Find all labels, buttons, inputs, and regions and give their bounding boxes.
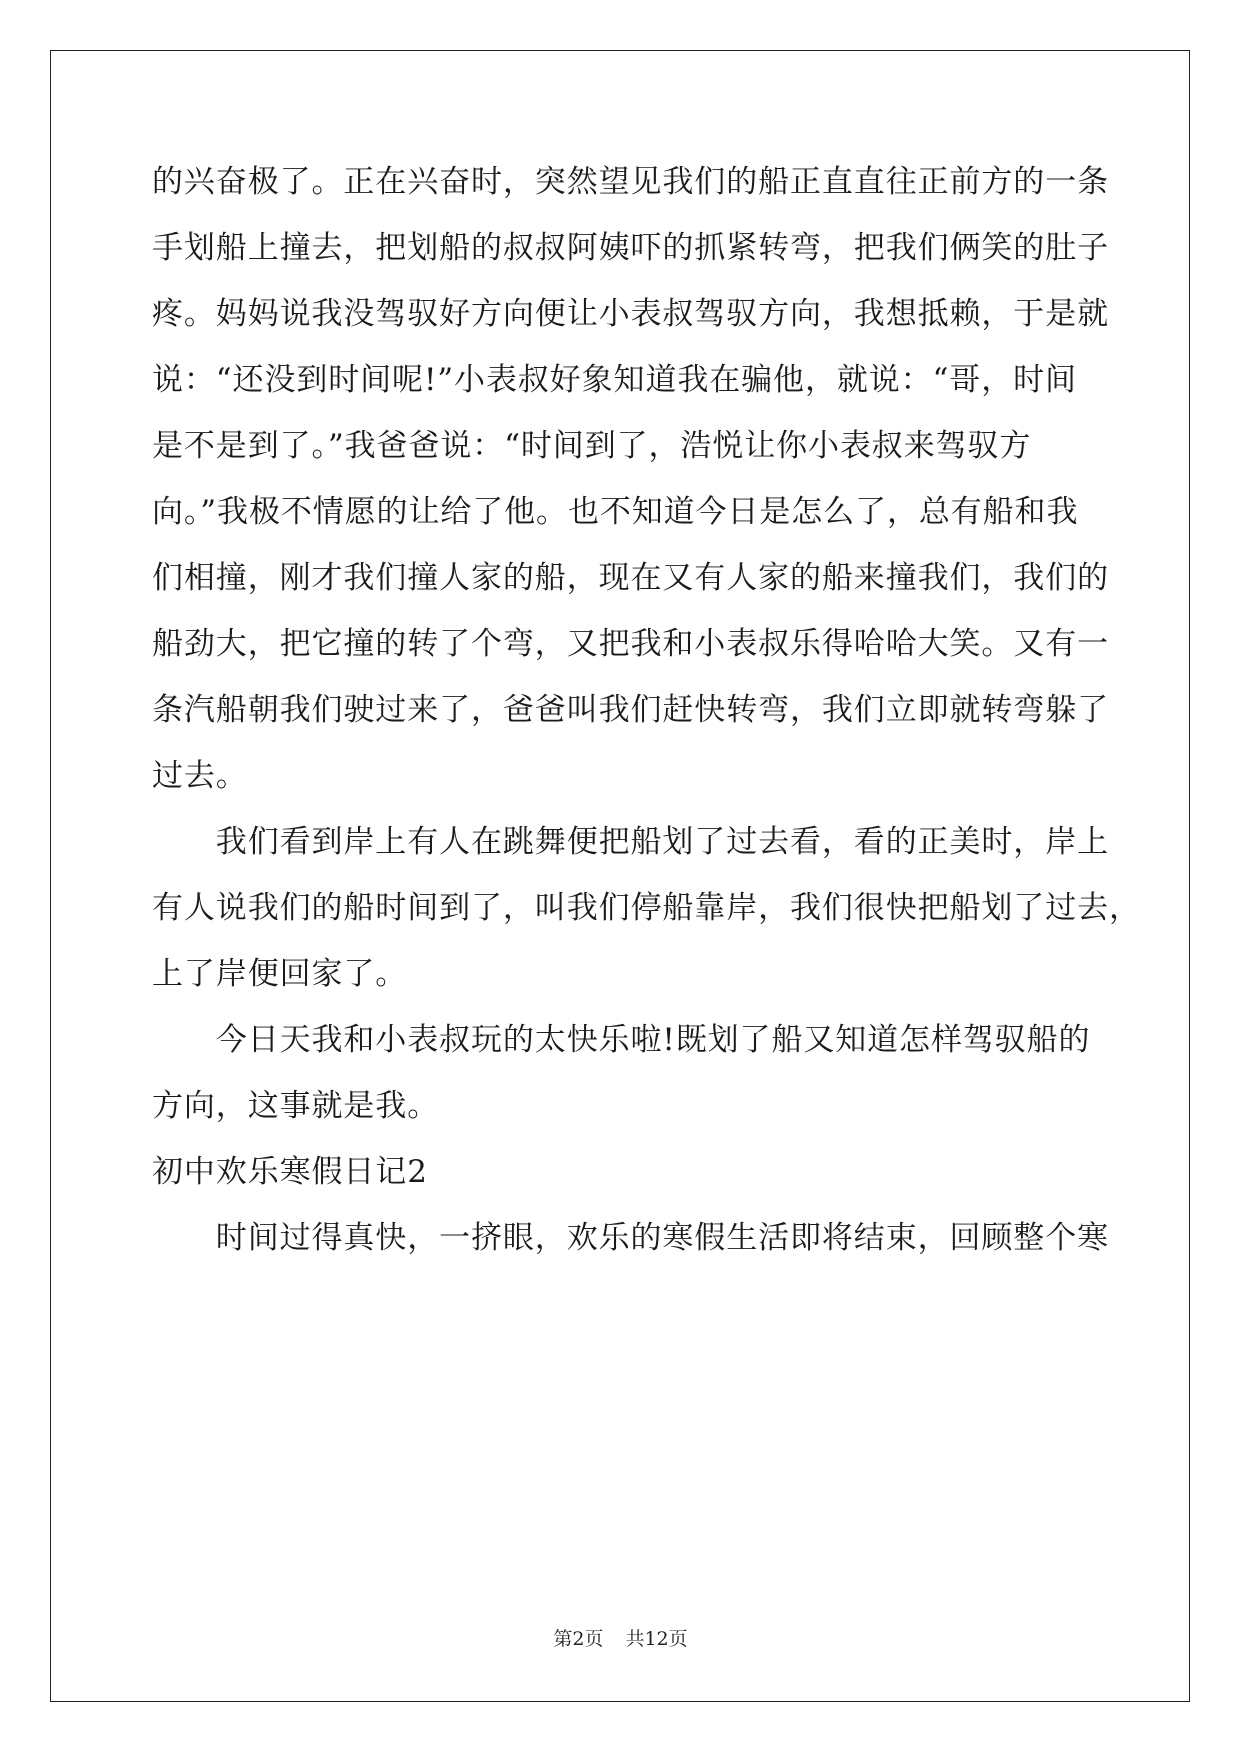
paragraph-first-line: 时间过得真快，一挤眼，欢乐的寒假生活即将结束，回顾整个寒 — [152, 1220, 1109, 1256]
text-line: 手划船上撞去，把划船的叔叔阿姨吓的抓紧转弯，把我们俩笑的肚子 — [152, 230, 1109, 266]
page-total: 共12页 — [625, 1628, 688, 1650]
text-line: 的兴奋极了。正在兴奋时，突然望见我们的船正直直往正前方的一条 — [152, 164, 1109, 200]
paragraph-first-line: 今日天我和小表叔玩的太快乐啦!既划了船又知道怎样驾驭船的 — [152, 1022, 1091, 1058]
text-line: 说：“还没到时间呢!”小表叔好象知道我在骗他，就说：“哥，时间 — [152, 362, 1077, 398]
paragraph-first-line: 我们看到岸上有人在跳舞便把船划了过去看，看的正美时，岸上 — [152, 824, 1109, 860]
text-line: 们相撞，刚才我们撞人家的船，现在又有人家的船来撞我们，我们的 — [152, 560, 1109, 596]
page-number: 第2页 — [553, 1628, 604, 1650]
text-line: 方向，这事就是我。 — [152, 1088, 440, 1124]
text-line: 上了岸便回家了。 — [152, 956, 408, 992]
section-heading: 初中欢乐寒假日记2 — [152, 1154, 428, 1190]
page-footer — [0, 1627, 1241, 1651]
text-line: 疼。妈妈说我没驾驭好方向便让小表叔驾驭方向，我想抵赖，于是就 — [152, 296, 1109, 332]
text-line: 向。”我极不情愿的让给了他。也不知道今日是怎么了，总有船和我 — [152, 494, 1079, 530]
text-line: 有人说我们的船时间到了，叫我们停船靠岸，我们很快把船划了过去， — [152, 890, 1141, 926]
text-line: 是不是到了。”我爸爸说：“时间到了，浩悦让你小表叔来驾驭方 — [152, 428, 1032, 464]
text-line: 过去。 — [152, 758, 248, 794]
text-line: 条汽船朝我们驶过来了，爸爸叫我们赶快转弯，我们立即就转弯躲了 — [152, 692, 1109, 728]
text-line: 船劲大，把它撞的转了个弯，又把我和小表叔乐得哈哈大笑。又有一 — [152, 626, 1109, 662]
